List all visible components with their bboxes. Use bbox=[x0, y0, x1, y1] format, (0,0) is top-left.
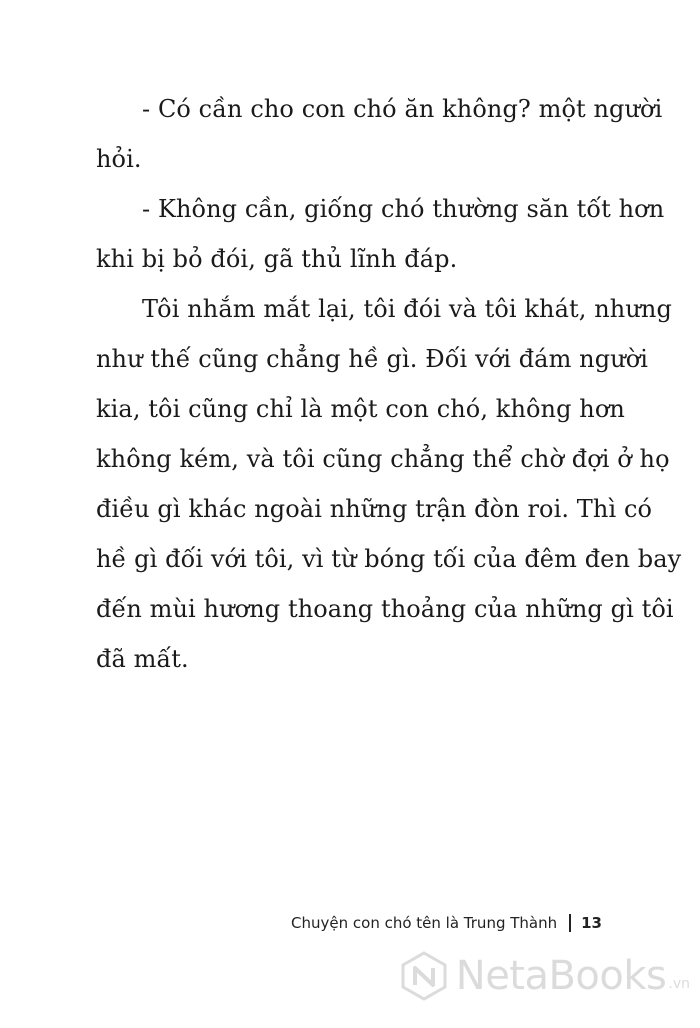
body-text bbox=[96, 84, 682, 684]
netabooks-logo-icon bbox=[398, 950, 450, 1002]
text-line: Tôi nhắm mắt lại, tôi đói và tôi khát, nhưng bbox=[142, 295, 672, 323]
page-number: 13 bbox=[581, 914, 602, 932]
text-line: hề gì đối với tôi, vì từ bóng tối của đêm đen bay bbox=[96, 545, 682, 573]
watermark-brand: NetaBooks bbox=[455, 953, 667, 999]
watermark bbox=[398, 950, 690, 1002]
text-line: khi bị bỏ đói, gã thủ lĩnh đáp. bbox=[96, 245, 458, 273]
page-footer bbox=[291, 914, 602, 932]
text-line: đến mùi hương thoang thoảng của những gì tôi bbox=[96, 595, 674, 623]
book-title: Chuyện con chó tên là Trung Thành bbox=[291, 914, 558, 932]
text-line: hỏi. bbox=[96, 145, 142, 173]
text-line: kia, tôi cũng chỉ là một con chó, không hơn bbox=[96, 395, 625, 423]
text-line: đã mất. bbox=[96, 645, 189, 673]
text-line: - Có cần cho con chó ăn không? một người bbox=[142, 95, 663, 123]
footer-divider bbox=[569, 914, 571, 932]
text-line: - Không cần, giống chó thường săn tốt hơn bbox=[142, 195, 665, 223]
watermark-suffix: .vn bbox=[668, 976, 690, 992]
text-line: điều gì khác ngoài những trận đòn roi. Thì có bbox=[96, 495, 653, 523]
text-line: như thế cũng chẳng hề gì. Đối với đám người bbox=[96, 345, 649, 373]
text-line: không kém, và tôi cũng chẳng thể chờ đợi ở họ bbox=[96, 445, 670, 473]
